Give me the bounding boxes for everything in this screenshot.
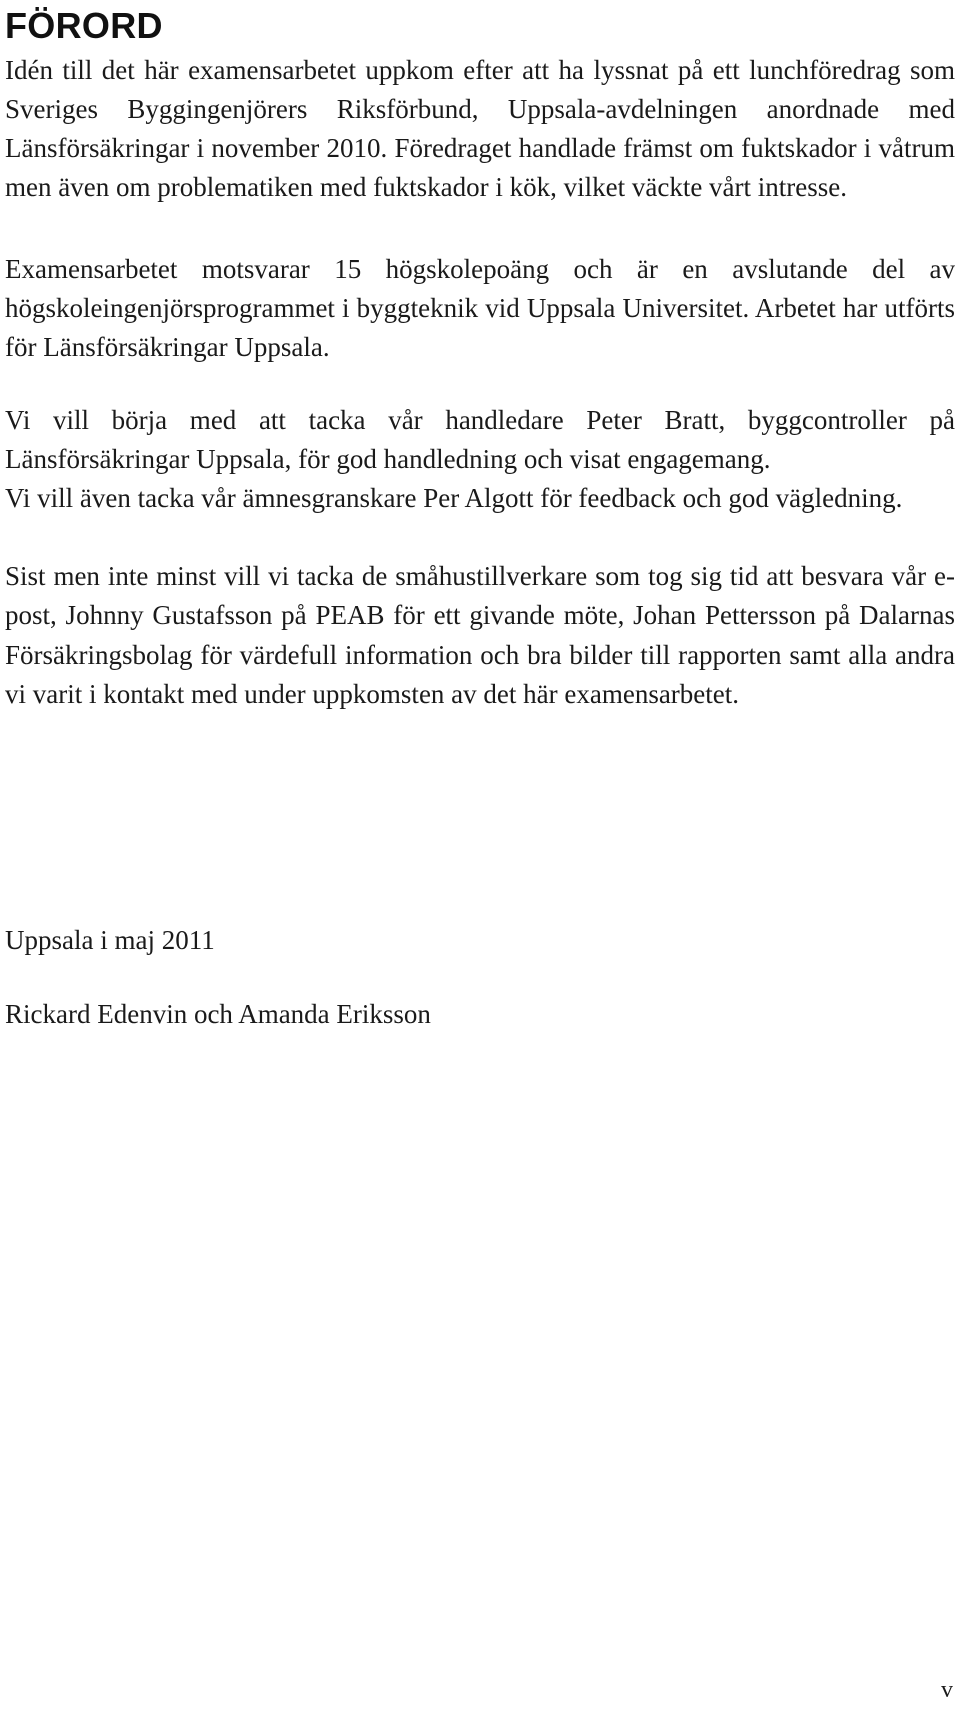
paragraph-thanks-examiner: Vi vill även tacka vår ämnesgranskare Per Algott för feedback och god vägledning. <box>5 483 903 513</box>
paragraph-scope: Examensarbetet motsvarar 15 högskolepoäng och är en avslutande del av högskoleingenjörsprogrammet i byggteknik vid Uppsala Universitet. Arbetet har utförts för Länsförsäkringar Uppsala. <box>5 254 955 362</box>
page-number: v <box>941 1677 953 1703</box>
author-names: Rickard Edenvin och Amanda Eriksson <box>5 999 431 1029</box>
page-title: FÖRORD <box>5 5 163 46</box>
place-date: Uppsala i maj 2011 <box>5 925 215 955</box>
paragraph-thanks-supervisor: Vi vill börja med att tacka vår handledare Peter Bratt, byggcontroller på Länsförsäkringar Uppsala, för god handledning och visat engagemang. <box>5 405 955 474</box>
paragraph-thanks-others: Sist men inte minst vill vi tacka de småhustillverkare som tog sig tid att besvara vår e-post, Johnny Gustafsson på PEAB för ett givande möte, Johan Pettersson på Dalarnas Försäkringsbolag för värdefull information och bra bilder till rapporten samt alla andra vi varit i kontakt med under uppkomsten av det här examensarbetet. <box>5 561 955 709</box>
paragraph-intro: Idén till det här examensarbetet uppkom efter att ha lyssnat på ett lunchföredrag som Sveriges Byggingenjörers Riksförbund, Uppsala-avdelningen anordnade med Länsförsäkringar i november 2010. Föredraget handlade främst om fuktskador i våtrum men även om problematiken med fuktskador i kök, vilket väckte vårt intresse. <box>5 55 955 202</box>
